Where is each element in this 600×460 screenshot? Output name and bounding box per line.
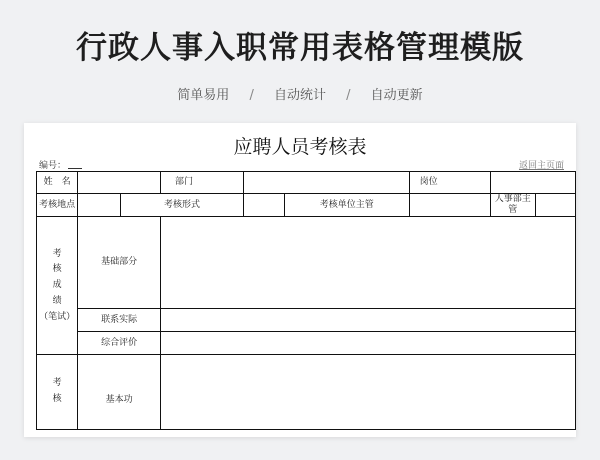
overall-eval-label: 综合评价 bbox=[78, 332, 161, 355]
place-value-cell[interactable] bbox=[78, 194, 120, 217]
document-preview bbox=[24, 123, 576, 437]
code-label: 编号： bbox=[39, 161, 67, 171]
skill-section-label: 考 核 bbox=[37, 355, 78, 430]
name-label: 姓 名 bbox=[37, 172, 78, 194]
position-exam-no-value-cell[interactable] bbox=[490, 172, 575, 194]
score-section-label: 考 核 成 绩 （笔试） bbox=[37, 217, 78, 355]
form-label: 考核形式 bbox=[120, 194, 244, 217]
hr-head-value-cell[interactable] bbox=[535, 194, 575, 217]
basic-part-label: 基础部分 bbox=[78, 217, 161, 309]
tag-auto-stats: 自动统计 bbox=[273, 88, 326, 103]
position-label: 岗位 bbox=[409, 172, 490, 194]
basic-part-value-cell[interactable] bbox=[161, 217, 576, 309]
unit-head-value-cell[interactable] bbox=[409, 194, 490, 217]
table-row bbox=[37, 309, 576, 332]
table-row bbox=[37, 332, 576, 355]
dept-value-cell[interactable] bbox=[244, 172, 409, 194]
code-field[interactable] bbox=[68, 168, 82, 169]
unit-head-label: 考核单位主管 bbox=[284, 194, 409, 217]
table-row bbox=[37, 194, 576, 217]
form-value-cell[interactable] bbox=[244, 194, 284, 217]
document-title: 应聘人员考核表 bbox=[233, 136, 367, 158]
tag-separator: / bbox=[249, 88, 254, 103]
table-row bbox=[37, 217, 576, 309]
tag-easy: 简单易用 bbox=[177, 88, 230, 103]
hr-head-label: 人事部主管 bbox=[490, 194, 535, 217]
feature-tags bbox=[0, 84, 600, 103]
basic-skill-label: 基本功 bbox=[78, 355, 161, 430]
practice-value-cell[interactable] bbox=[161, 309, 576, 332]
name-value-cell[interactable] bbox=[78, 172, 161, 194]
banner-title: 行政人事入职常用表格管理模版 bbox=[76, 30, 524, 66]
overall-eval-value-cell[interactable] bbox=[161, 332, 576, 355]
tag-separator: / bbox=[346, 88, 351, 103]
dept-label: 部门 bbox=[161, 172, 244, 194]
assessment-form-table bbox=[36, 171, 576, 430]
basic-skill-value-cell[interactable] bbox=[161, 355, 576, 430]
table-row bbox=[37, 172, 576, 194]
place-label: 考核地点 bbox=[37, 194, 78, 217]
practice-label: 联系实际 bbox=[78, 309, 161, 332]
back-to-home-link[interactable]: 返回主页面 bbox=[518, 161, 564, 171]
table-row bbox=[37, 355, 576, 430]
tag-auto-update: 自动更新 bbox=[370, 88, 423, 103]
